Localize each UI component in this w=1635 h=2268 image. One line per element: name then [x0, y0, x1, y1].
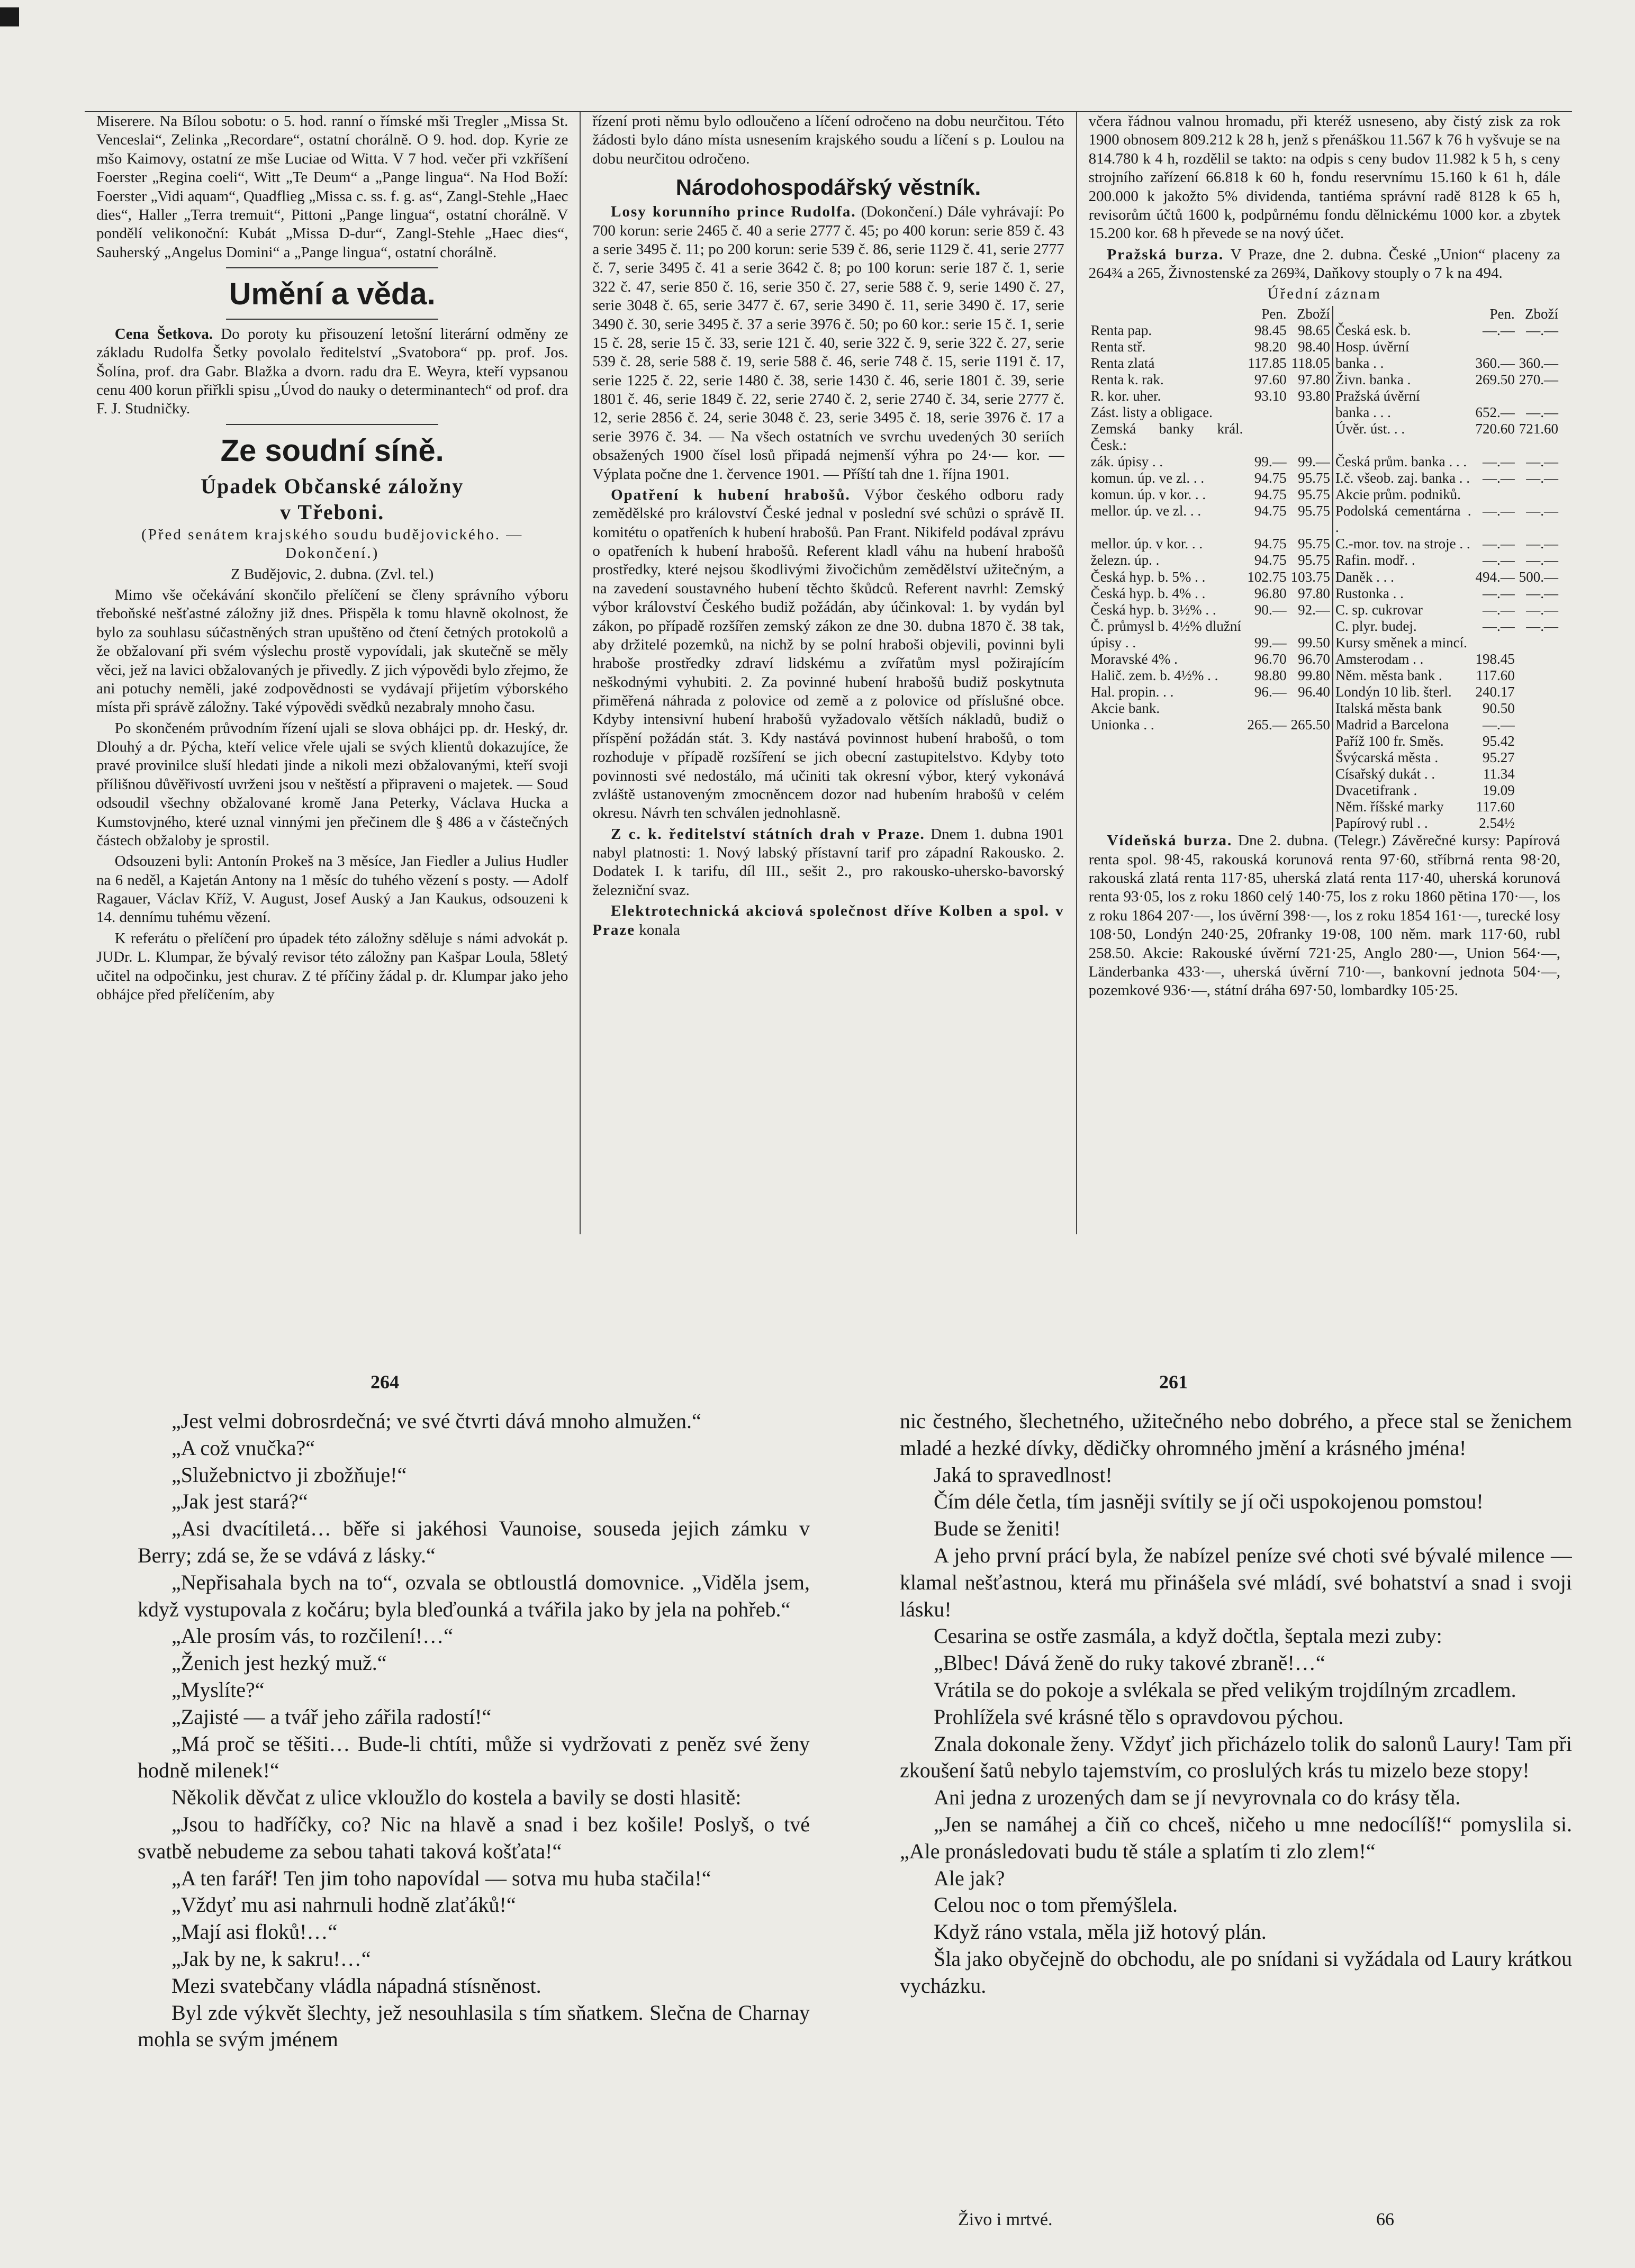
rates-cell [1245, 700, 1288, 717]
elektro-text: konala [639, 921, 680, 938]
rates-cell: mellor. úp. v kor. . . [1090, 536, 1203, 552]
book-paragraph: Ale jak? [934, 1866, 1005, 1890]
rates-cell [1517, 667, 1560, 684]
rates-cell: 90.— [1254, 601, 1287, 618]
rates-cell: Rafin. modř. . [1333, 552, 1474, 568]
rates-cell: banka . . [1333, 355, 1474, 372]
rates-cell: 99.— [1254, 634, 1287, 650]
rates-row [1089, 339, 1560, 355]
rates-cell: I.č. všeob. zaj. banka . . [1333, 470, 1474, 486]
book-paragraph: „A což vnučka?“ [171, 1435, 315, 1460]
rates-cell: 94.75 [1254, 536, 1287, 552]
rates-cell [1245, 766, 1288, 782]
rates-cell [1517, 388, 1560, 404]
rates-cell: 95.75 [1298, 552, 1330, 568]
col-head-pen: Pen. [1261, 305, 1287, 322]
book-paragraph: Bude se ženiti! [934, 1516, 1061, 1541]
rates-cell: 95.75 [1298, 503, 1330, 519]
rates-cell: Něm. říšské marky [1333, 799, 1474, 815]
rates-cell [1289, 404, 1333, 421]
rates-cell [1517, 651, 1560, 667]
rates-cell: Hosp. úvěrní [1333, 339, 1474, 355]
cena-lead: Cena Šetkova. [114, 325, 213, 342]
book-paragraph: „Jak jest stará?“ [171, 1489, 308, 1514]
rates-cell: Zást. listy a obligace. [1090, 404, 1213, 421]
divider [226, 267, 438, 268]
rates-cell: 94.75 [1254, 486, 1287, 503]
rates-cell: Halič. zem. b. 4½% . . [1090, 667, 1218, 683]
book-paragraph: Celou noc o tom přemýšlela. [934, 1893, 1178, 1917]
rates-row [1089, 585, 1560, 602]
rates-cell: komun. úp. ve zl. . . [1090, 470, 1205, 486]
news-column-2 [580, 112, 1076, 1234]
book-paragraph: Ani jedna z urozených dam se jí nevyrovnala co do krásy těla. [934, 1785, 1461, 1810]
book-paragraph: „Ženich jest hezký muž.“ [171, 1651, 387, 1675]
rates-cell: Renta k. rak. [1090, 371, 1164, 387]
elektro-lead: Elektrotechnická akciová společnost dříve Kolben a spol. v Praze [592, 902, 1064, 938]
rates-cell [1089, 733, 1245, 749]
book-paragraph: „Jen se namáhej a čiň co chceš, ničeho u mne nedocílíš!“ pomyslila si. „Ale pronásledovati budu tě stále a splatím ti zlo zlem!“ [900, 1812, 1572, 1863]
rates-cell [1089, 782, 1245, 799]
rates-cell: Česká esk. b. [1333, 322, 1474, 339]
rates-cell [1289, 766, 1333, 782]
rates-cell: —.— [1526, 503, 1558, 519]
rates-cell [1289, 421, 1333, 454]
hrabos-lead: Opatření k hubení hrabošů. [611, 486, 851, 503]
rates-cell: 117.60 [1476, 667, 1515, 683]
rates-cell: Papírový rubl . . [1333, 815, 1474, 832]
rates-cell [1289, 733, 1333, 749]
rates-cell: 95.75 [1298, 486, 1330, 503]
article-title-line1: Úpadek Občanské záložny [201, 474, 464, 499]
reditelstvi-lead: Z c. k. ředitelství státních drah v Praze. [611, 825, 925, 843]
scan-corner-mark [0, 7, 19, 26]
elektro-continuation: včera řádnou valnou hromadu, při kteréž usneseno, aby čistý zisk za rok 1900 obnosem 809.212 k 28 h, jenž s přenáškou 11.567 k 76 h vyšvuje se na 814.780 k 4 h, rozdělil se takto: na odpis s ceny budov 11.982 k 5 h, s ceny strojního zařízení 66.818 k 60 h, fondu reservnímu 15.160 k 61 h, dále 200.000 k jakožto 5% dividenda, tantiéma správní radě 8128 k 65 h, revisorům účtů 1600 k, podpůrnému fondu dělnickému 1000 kor. a zbytek 15.200 kor. 68 h převede se na nový účet. [1088, 113, 1560, 242]
rates-cell: Unionka . . [1090, 716, 1154, 733]
rates-cell: 98.80 [1254, 667, 1287, 683]
rates-cell [1473, 635, 1516, 651]
rates-cell: 720.60 [1475, 421, 1515, 437]
rates-cell: 95.42 [1482, 733, 1515, 749]
rates-cell: 97.80 [1298, 371, 1330, 387]
rates-cell [1245, 404, 1288, 421]
rates-cell: —.— [1482, 454, 1515, 470]
rates-cell: 95.27 [1482, 749, 1515, 766]
rates-cell [1245, 782, 1288, 799]
rates-cell: 98.40 [1298, 338, 1330, 355]
book-paragraph: „Ale prosím vás, to rozčilení!…“ [171, 1624, 454, 1648]
rates-cell: —.— [1482, 716, 1515, 733]
rates-cell: úpisy . . [1090, 634, 1136, 650]
rates-cell: —.— [1526, 618, 1558, 634]
hrabos-text: Výbor českého odboru rady zemědělské pro království České jednal v poslední své schůzi o správě II. komitétu o opatřeních k hubení hrabošů. Pan Frant. Nikifeld podával zprávu o opatřeních k hubení hrabošů. Referent kladl váhu na hubení hrabošů prostředky, které nejsou škodlivými živočichům zemědělství užitečným, a na zavedení soustavného hubení těchto škůdců. Referent navrhl: Zemský výbor království Českého budiž požádán, aby účinkoval: 1. by vydán byl zákon, po případě rozšířen zemský zákon ze dne 30. dubna 1870 č. 38 tak, aby držitelé pozemků, na nichž by se polní hraboši objevili, povinni byli hraboše prostředky zdraví lidskému a zvířatům mysl požirajícím neškodnými vyhubiti. 2. Za povinné hubení hrabošů budiž poskytnuta přiměřená náhrada z polovice od země a z polovice od příslušné obce. Kdyby intensivní hubení hrabošů vyžadovalo větších nákladů, budiž o příspění požádán stát. 3. Kdy nastává povinnost hubení hrabošů, o tom rozhoduje v případě rozšíření se jich obecní zastupitelstvo. Kdyby toto povinnosti své nedostálo, má učiniti tak okresní výbor, který vykonává zvláště ustanoveným zmocněncem dozor nad hubením hrabošů v celém okresu. Návrh ten schválen jednohlasně. [592, 486, 1064, 822]
rates-cell: 269.50 [1475, 371, 1515, 387]
rates-cell: Daněk . . . [1333, 569, 1474, 585]
rates-cell [1517, 684, 1560, 700]
rates-cell: 94.75 [1254, 503, 1287, 519]
book-paragraph: „Má proč se těšiti… Bude-li chtíti, může si vydržovati z peněz své ženy hodně milenek!“ [138, 1731, 810, 1783]
viden-text: Dne 2. dubna. (Telegr.) Závěrečné kursy: Papírová renta spol. 98·45, rakouská korunová renta 97·60, stříbrná renta 98·20, rakouská zlatá renta 117·85, uherská zlatá renta 117·40, uherská korunová renta 93·05, los z roku 1860 celý 140·75, los z roku 1860 pětina 170·—, los z roku 1864 207·—, los úvěrní 398·—, los z roku 1854 161·—, turecké losy 108·50, Londýn 240·25, 20franky 19·08, 100 něm. mark 117·60, rubl 258.50. Akcie: Rakouské úvěrní 721·25, Anglo 280·—, Union 564·—, Länderbanka 433·—, uherská úvěrní 710·—, bankovní jednota 504·—, pozemkové 936·—, státní dráha 697·50, lombardky 105·25. [1088, 832, 1560, 999]
rates-cell: 118.05 [1291, 355, 1330, 371]
rates-cell: Renta stř. [1090, 338, 1146, 355]
burza-text: V Praze, dne 2. dubna. České „Union“ placeny za 264¾ a 265, Živnostenské za 269¾, Daňkovy stouply o 7 k na 494. [1088, 246, 1560, 282]
news-column-3 [1076, 112, 1572, 1234]
rates-row [1089, 421, 1560, 454]
rates-cell: —.— [1482, 536, 1515, 552]
rates-row [1089, 635, 1560, 651]
rates-cell: —.— [1526, 585, 1558, 601]
news-column-1 [85, 112, 580, 1234]
book-paragraph: „Asi dvacítiletá… běře si jakéhosi Vaunoise, souseda jejich zámku v Berry; zdá se, že se vdává z lásky.“ [138, 1516, 810, 1567]
book-paragraph: „Mají asi floků!…“ [171, 1920, 338, 1944]
rates-row [1089, 552, 1560, 568]
right-page-number: 261 [1159, 1371, 1188, 1393]
music-program-text: Miserere. Na Bílou sobotu: o 5. hod. ranní o římské mši Tregler „Missa St. Venceslai“, Zelinka „Recordare“, ostatní chorálně. O 9. hod. dop. Kyrie ze mšo Kaimovy, ostatní ze mše Luciae od Witta. V 7 hod. večer při vzkříšení Foerster „Regina coeli“, Witt „Te Deum“ a „Pange lingua“. Na Hod Boží: Foerster „Vidi aquam“, Quadflieg „Missa c. ss. f. g. as“, Zangl-Stehle „Haec dies“, Haller „Terra tremuit“, Pittoni „Pange lingua“, ostatní chorálně. V pondělí velikonoční: Kubát „Missa D-dur“, Zangl-Stehle „Haec dies“, Sauherský „Angelus Domini“ a „Pange lingua“, ostatní chorálně. [96, 113, 568, 261]
rates-cell: 99.80 [1298, 667, 1330, 683]
rates-cell: C.-mor. tov. na stroje . . [1333, 536, 1474, 552]
rates-cell [1517, 782, 1560, 799]
rates-cell [1245, 815, 1288, 832]
rates-cell: 98.20 [1254, 338, 1287, 355]
rates-cell [1289, 700, 1333, 717]
rates-cell: 97.80 [1298, 585, 1330, 601]
court-paragraph-4: K referátu o přelíčení pro úpadek této záložny sděluje s námi advokát p. JUDr. L. Klumpar, že bývalý revisor této záložny pan Kašpar Loula, 58letý učitel na odpočinku, jest churav. Z té příčiny žádal p. dr. Klumpar jako jeho obhájce před přelíčením, aby [96, 929, 568, 1003]
rates-cell: Paříž 100 fr. Směs. [1333, 733, 1474, 749]
rates-cell: 265.— [1247, 716, 1287, 733]
newspaper-clipping [85, 111, 1572, 1234]
reditelstvi-text: Dnem 1. dubna 1901 nabyl platnosti: 1. Nový labský přístavní tarif pro západní Rakousko. 2. Dodatek I. k tarifu, díl III., sešit 2., pro rakousko-uhersko-bavorský železniční svaz. [592, 825, 1064, 899]
book-paragraph: „Zajisté — a tvář jeho zářila radostí!“ [171, 1704, 492, 1729]
rates-cell: Č. průmysl b. 4½% dlužní [1090, 618, 1241, 634]
rates-row [1089, 503, 1560, 536]
rates-cell: Něm. města bank . [1333, 667, 1474, 684]
rates-cell: Zemská banky král. Česk.: [1090, 421, 1243, 454]
book-paragraph: „Myslíte?“ [171, 1677, 265, 1702]
book-paragraph: „Vždyť mu asi nahrnuli hodně zlaťáků!“ [171, 1893, 516, 1917]
rates-row [1089, 470, 1560, 486]
rates-row [1089, 700, 1560, 717]
rates-cell: —.— [1526, 536, 1558, 552]
book-paragraph: Mezi svatebčany vládla nápadná stísněnost. [171, 1973, 541, 1998]
col-head-pen: Pen. [1489, 305, 1515, 322]
rates-cell: komun. úp. v kor. . . [1090, 486, 1206, 503]
rates-row [1089, 799, 1560, 815]
rates-cell: zák. úpisy . . [1090, 454, 1163, 470]
book-paragraph: Několik děvčat z ulice vkloužlo do kostela a bavily se dosti hlasitě: [171, 1785, 742, 1810]
book-paragraph: Vrátila se do pokoje a svlékala se před velikým trojdílným zrcadlem. [934, 1677, 1516, 1702]
rates-row [1089, 372, 1560, 388]
rates-cell: —.— [1526, 454, 1558, 470]
rates-cell: Italská města bank [1333, 700, 1474, 717]
rates-cell: Moravské 4% . [1090, 650, 1178, 667]
rates-cell: —.— [1526, 470, 1558, 486]
rates-cell [1245, 618, 1288, 635]
rates-cell: —.— [1482, 503, 1515, 519]
rates-cell: 99.— [1298, 454, 1330, 470]
rates-cell: Česká hyp. b. 3½% . . [1090, 601, 1216, 618]
cena-text: Do poroty ku přisouzení letošní literární odměny ze základu Rudolfa Šetky povolalo ředitelství „Svatobora“ pp. prof. Jos. Šolína, prof. dra Gabr. Blažka a dvorn. radu dra E. Weyra, kteří vypsanou cenu 400 korun přiřkli spisu „Úvod do nauky o determinantech“ od prof. dra F. J. Studničky. [96, 325, 568, 418]
rates-cell: C. sp. cukrovar [1333, 602, 1474, 618]
rates-row [1089, 536, 1560, 552]
rates-cell: 103.75 [1290, 568, 1330, 585]
rates-cell [1245, 749, 1288, 766]
rates-cell [1289, 799, 1333, 815]
rates-cell [1289, 782, 1333, 799]
rates-cell: železn. úp. . [1090, 552, 1160, 568]
rates-cell: 94.75 [1254, 552, 1287, 568]
rates-cell: Londýn 10 lib. šterl. [1333, 684, 1474, 700]
rates-table-title: Úřední záznam [1267, 285, 1381, 303]
rates-row [1089, 404, 1560, 421]
rates-cell: 95.75 [1298, 470, 1330, 486]
rates-row [1089, 651, 1560, 667]
rates-cell: Živn. banka . [1333, 372, 1474, 388]
rates-cell: —.— [1526, 404, 1558, 421]
section-heading-soud: Ze soudní síně. [220, 433, 444, 468]
rates-cell: 99.50 [1298, 634, 1330, 650]
rates-cell: 102.75 [1247, 568, 1287, 585]
rates-cell: Úvěr. úst. . . [1333, 421, 1474, 454]
viden-lead: Vídeňská burza. [1107, 832, 1233, 850]
rates-cell [1089, 749, 1245, 766]
rates-cell: Akcie prům. podniků. [1333, 486, 1474, 503]
footer-page-number: 66 [1376, 2210, 1394, 2229]
rates-cell: 198.45 [1475, 650, 1515, 667]
rates-row [1089, 355, 1560, 372]
rates-cell: banka . . . [1333, 404, 1474, 421]
court-paragraph-2: Po skončeném průvodním řízení ujali se slova obhájci pp. dr. Heský, dr. Dlouhý a dr. Pýcha, kteří velice vřele ujali se svých klientů dokazujíce, že pravé provinilce sluší hledati jinde a nikoli mezi obžalovanými, kteří svoji přílišnou důvěřivostí uvrženi jsou v neštěstí a připraveni o majetek. — Soud odsoudil všechny obžalované kromě Jana Peterky, Václava Hucka a Kumstovjného, které uznal vinnými jen přečinem dle § 486 a v částečných částech obžaloby je sprostil. [96, 719, 568, 849]
rates-cell [1473, 339, 1516, 355]
book-paragraph: A jeho první prácí byla, že nabízel peníze své choti své bývalé milence — klamal nešťastnou, která mu přinášela své mládí, své bohatství a snad i svoji lásku! [900, 1543, 1572, 1621]
rates-cell: Švýcarská města . [1333, 749, 1474, 766]
rates-cell: 117.85 [1248, 355, 1287, 371]
rates-cell: 96.40 [1298, 683, 1330, 700]
book-paragraph: Když ráno vstala, měla již hotový plán. [934, 1920, 1267, 1944]
right-book-page [900, 1408, 1572, 2212]
rates-cell: 494.— [1475, 568, 1515, 585]
rates-cell: R. kor. uher. [1090, 387, 1161, 404]
rates-cell: 721.60 [1519, 421, 1558, 437]
rates-cell [1517, 749, 1560, 766]
rates-cell: 94.75 [1254, 470, 1287, 486]
rates-cell [1245, 421, 1288, 454]
court-paragraph-1: Mimo vše očekávání skončilo přelíčení se členy správního výboru třeboňské nešťastné záložny již dnes. Přispěla k tomu hlavně okolnost, že bylo za souhlasu súčastněných stran upuštěno od čtení četných protokolů a že obžalovaní při svém výslechu prostě vypovídali, jak skutečně se měly věci, jež na lavici obžalovaných je přivedly. Z jich výpovědi bylo zřejmo, že ani potuchy neměli, jaké zodpovědnosti se vydávají přijetím výborského místa při správě záložny. Také výpovědi svědků nezabraly mnoho času. [96, 586, 568, 716]
rates-cell [1089, 766, 1245, 782]
rates-row [1089, 782, 1560, 799]
rates-cell: Podolská cementárna . . [1333, 503, 1474, 536]
rates-row [1089, 388, 1560, 404]
rates-row [1089, 667, 1560, 684]
rates-row [1089, 815, 1560, 832]
rates-cell: 270.— [1519, 371, 1558, 387]
rates-cell [1517, 766, 1560, 782]
book-paragraph: „Služebnictvo ji zbožňuje!“ [171, 1462, 407, 1487]
rates-row [1089, 717, 1560, 733]
rates-cell: Renta pap. [1090, 322, 1152, 338]
rates-cell: Renta zlatá [1090, 355, 1155, 371]
rates-cell: —.— [1482, 585, 1515, 601]
rates-cell: —.— [1526, 601, 1558, 618]
book-paragraph: „Nepřisahala bych na to“, ozvala se obtloustlá domovnice. „Viděla jsem, když vystupovala z kočáru; byla bleďounká a tvářila jako by jela na pohřeb.“ [138, 1570, 810, 1621]
book-paragraph: „Blbec! Dává ženě do ruky takové zbraně!…“ [934, 1651, 1325, 1675]
rates-row [1089, 569, 1560, 585]
rates-cell: Česká hyp. b. 4% . . [1090, 585, 1206, 601]
book-paragraph: „Jak by ne, k sakru!…“ [171, 1946, 371, 1971]
rates-cell: C. plyr. budej. [1333, 618, 1474, 635]
rates-cell: Hal. propin. . . [1090, 683, 1174, 700]
article-title-line2: v Třeboni. [280, 500, 385, 525]
divider [226, 319, 438, 320]
rates-cell [1517, 339, 1560, 355]
rates-cell: 95.75 [1298, 536, 1330, 552]
rates-cell: 93.80 [1298, 387, 1330, 404]
rates-cell: 117.60 [1476, 799, 1515, 815]
rates-row [1089, 486, 1560, 503]
rates-row [1089, 684, 1560, 700]
rates-cell [1517, 733, 1560, 749]
book-paragraph: „A ten farář! Ten jim toho napovídal — sotva mu huba stačila!“ [171, 1866, 711, 1890]
rates-cell: 11.34 [1483, 766, 1515, 782]
rates-cell [1089, 815, 1245, 832]
rates-cell: Amsterodam . . [1333, 651, 1474, 667]
rates-cell: 92.— [1298, 601, 1330, 618]
losy-lead: Losy korunního prince Rudolfa. [611, 203, 856, 221]
losy-text: (Dokončení.) Dále vyhrávají: Po 700 korun: serie 2465 č. 40 a serie 2777 č. 45; po 400 korun: serie 859 č. 43 a serie 3495 č. 11; po 200 korun: serie 539 č. 86, serie 1129 č. 41, serie 2777 č. 7, serie 3495 č. 41 a serie 3642 č. 8; po 100 korun: serie 187 č. 1, serie 322 č. 47, serie 850 č. 16, serie 350 č. 27, serie 588 č. 9, serie 1490 č. 27, serie 3048 č. 65, serie 3477 č. 67, serie 3490 č. 11, serie 3490 č. 17, serie 3490 č. 30, serie 3495 č. 37 a serie 3976 č. 50; po 60 kor.: serie 15 č. 1, serie 15 č. 28, serie 15 č. 33, serie 121 č. 40, serie 322 č. 9, serie 322 č. 27, serie 539 č. 28, serie 588 č. 19, serie 588 č. 46, serie 748 č. 15, serie 1191 č. 17, serie 1225 č. 22, serie 1480 č. 38, serie 1430 č. 46, serie 1801 č. 39, serie 1801 č. 46, serie 1849 č. 22, serie 2740 č. 2, serie 2740 č. 34, serie 2777 č. 12, serie 2856 č. 24, serie 3048 č. 23, serie 3495 č. 18, serie 3976 č. 17 a serie 3976 č. 34. — Na všech ostatních ve svrchu uvedených 30 seriích obsažených 1900 čísel losů připadá nejmenší výhra po 24·— kor. — Výplata počne dne 1. července 1901. — Příští tah dne 1. října 1901. [592, 203, 1064, 483]
rates-cell: Kursy směnek a mincí. [1333, 635, 1474, 651]
divider [226, 424, 438, 425]
book-paragraph: Byl zde výkvět šlechty, jež nesouhlasila s tím sňatkem. Slečna de Charnay mohla se svým jménem [138, 2000, 810, 2052]
col-head-zbozi: Zboží [1296, 305, 1330, 322]
book-paragraph: „Jsou to hadříčky, co? Nic na hlavě a snad i bez košile! Poslyš, o tvé svatbě nebudeme za sebou tahati taková košťata!“ [138, 1812, 810, 1863]
rates-cell: 93.10 [1254, 387, 1287, 404]
rates-cell [1089, 799, 1245, 815]
section-heading-economy: Národohospodářský věstník. [675, 175, 981, 200]
rates-row [1089, 322, 1560, 339]
rates-table-body [1089, 322, 1560, 832]
rates-row [1089, 618, 1560, 635]
rates-cell [1289, 815, 1333, 832]
book-paragraph: Prohlížela své krásné tělo s opravdovou pýchou. [934, 1704, 1344, 1729]
rates-cell: 96.— [1254, 683, 1287, 700]
rates-cell: —.— [1482, 552, 1515, 568]
rates-cell: —.— [1526, 322, 1558, 338]
rates-row [1089, 602, 1560, 618]
rates-cell: 96.80 [1254, 585, 1287, 601]
rates-row [1089, 733, 1560, 749]
rates-cell: Dvacetifrank . [1333, 782, 1474, 799]
rates-cell: 360.— [1519, 355, 1558, 371]
rates-cell: 96.70 [1254, 650, 1287, 667]
rates-cell: 99.— [1254, 454, 1287, 470]
footer-title: Živo i mrtvé. [958, 2210, 1053, 2229]
rates-cell: —.— [1482, 601, 1515, 618]
book-paragraph: Znala dokonale ženy. Vždyť jich přicházelo tolik do salonů Laury! Tam při zkoušení šatů nebylo tajemstvím, co proslulých krás tu mizelo beze stopy! [900, 1731, 1572, 1783]
rates-cell: mellor. úp. ve zl. . . [1090, 503, 1202, 519]
rates-cell: Madrid a Barcelona [1333, 717, 1474, 733]
rates-cell: 96.70 [1298, 650, 1330, 667]
rates-cell: 98.65 [1298, 322, 1330, 338]
rates-cell: —.— [1482, 322, 1515, 338]
left-page-number: 264 [371, 1371, 399, 1393]
rates-cell: —.— [1526, 552, 1558, 568]
rates-row [1089, 454, 1560, 470]
rates-cell [1473, 388, 1516, 404]
rates-row [1089, 766, 1560, 782]
rates-cell [1245, 799, 1288, 815]
book-paragraph: Cesarina se ostře zasmála, a když dočtla, šeptala mezi zuby: [934, 1624, 1442, 1648]
rates-cell: 98.45 [1254, 322, 1287, 338]
rates-cell [1517, 635, 1560, 651]
rates-cell [1473, 486, 1516, 503]
court-continuation: řízení proti němu bylo odloučeno a líčení odročeno na dobu neurčitou. Této žádosti bylo dáno místa usnesením krajského soudu a líčení s p. Loulou na dobu neurčitou odročeno. [592, 113, 1064, 167]
rates-cell [1245, 733, 1288, 749]
rates-cell: Rustonka . . [1333, 585, 1474, 602]
rates-cell: 2.54½ [1479, 815, 1515, 832]
rates-table [1089, 306, 1560, 832]
rates-cell: Česká prům. banka . . . [1333, 454, 1474, 470]
rates-cell: 265.50 [1290, 716, 1330, 733]
rates-cell [1517, 717, 1560, 733]
rates-cell: 360.— [1475, 355, 1515, 371]
rates-cell: 500.— [1519, 568, 1558, 585]
rates-cell: Pražská úvěrní [1333, 388, 1474, 404]
rates-cell [1517, 486, 1560, 503]
book-paragraph: Šla jako obyčejně do obchodu, ale po snídani si vyžádala od Laury krátkou vycházku. [900, 1946, 1572, 1998]
book-paragraph: Jaká to spravedlnost! [934, 1462, 1113, 1487]
book-paragraph: nic čestného, šlechetného, užitečného nebo dobrého, a přece stal se ženichem mladé a hezké dívky, dědičky ohromného jmění a krásného jména! [900, 1409, 1572, 1460]
rates-row [1089, 749, 1560, 766]
rates-cell: Císařský dukát . . [1333, 766, 1474, 782]
rates-cell: 90.50 [1482, 700, 1515, 716]
rates-cell [1517, 700, 1560, 717]
rates-cell [1517, 799, 1560, 815]
burza-lead: Pražská burza. [1107, 246, 1224, 263]
article-subtitle: (Před senátem krajského soudu budějovického. — Dokončení.) [141, 526, 523, 562]
rates-cell: Akcie bank. [1090, 700, 1160, 716]
rates-cell: 652.— [1475, 404, 1515, 421]
court-paragraph-3: Odsouzeni byli: Antonín Prokeš na 3 měsíce, Jan Fiedler a Julius Hudler na 6 neděl, a Kajetán Antony na 1 měsíc do tuhého vězení s posty. — Adolf Ragauer, Václav Kříž, V. August, Josef Auský a Jan Kaukus, odsouzeni k 14. dennímu tuhému vězení. [96, 853, 568, 926]
section-heading-umeni: Umění a věda. [229, 277, 436, 311]
book-paragraph: „Jest velmi dobrosrdečná; ve své čtvrti dává mnoho almužen.“ [171, 1409, 701, 1433]
rates-cell: —.— [1482, 618, 1515, 634]
rates-cell [1289, 749, 1333, 766]
col-head-zbozi: Zboží [1525, 305, 1558, 322]
rates-cell: 97.60 [1254, 371, 1287, 387]
left-book-page [138, 1408, 810, 2212]
rates-cell: 240.17 [1475, 683, 1515, 700]
rates-cell [1289, 618, 1333, 635]
rates-cell: 19.09 [1482, 782, 1515, 799]
rates-cell: —.— [1482, 470, 1515, 486]
dateline: Z Budějovic, 2. dubna. (Zvl. tel.) [230, 565, 434, 583]
rates-cell [1517, 815, 1560, 832]
book-paragraph: Čím déle četla, tím jasněji svítily se jí oči uspokojenou pomstou! [934, 1489, 1484, 1514]
rates-cell: Česká hyp. b. 5% . . [1090, 568, 1206, 585]
